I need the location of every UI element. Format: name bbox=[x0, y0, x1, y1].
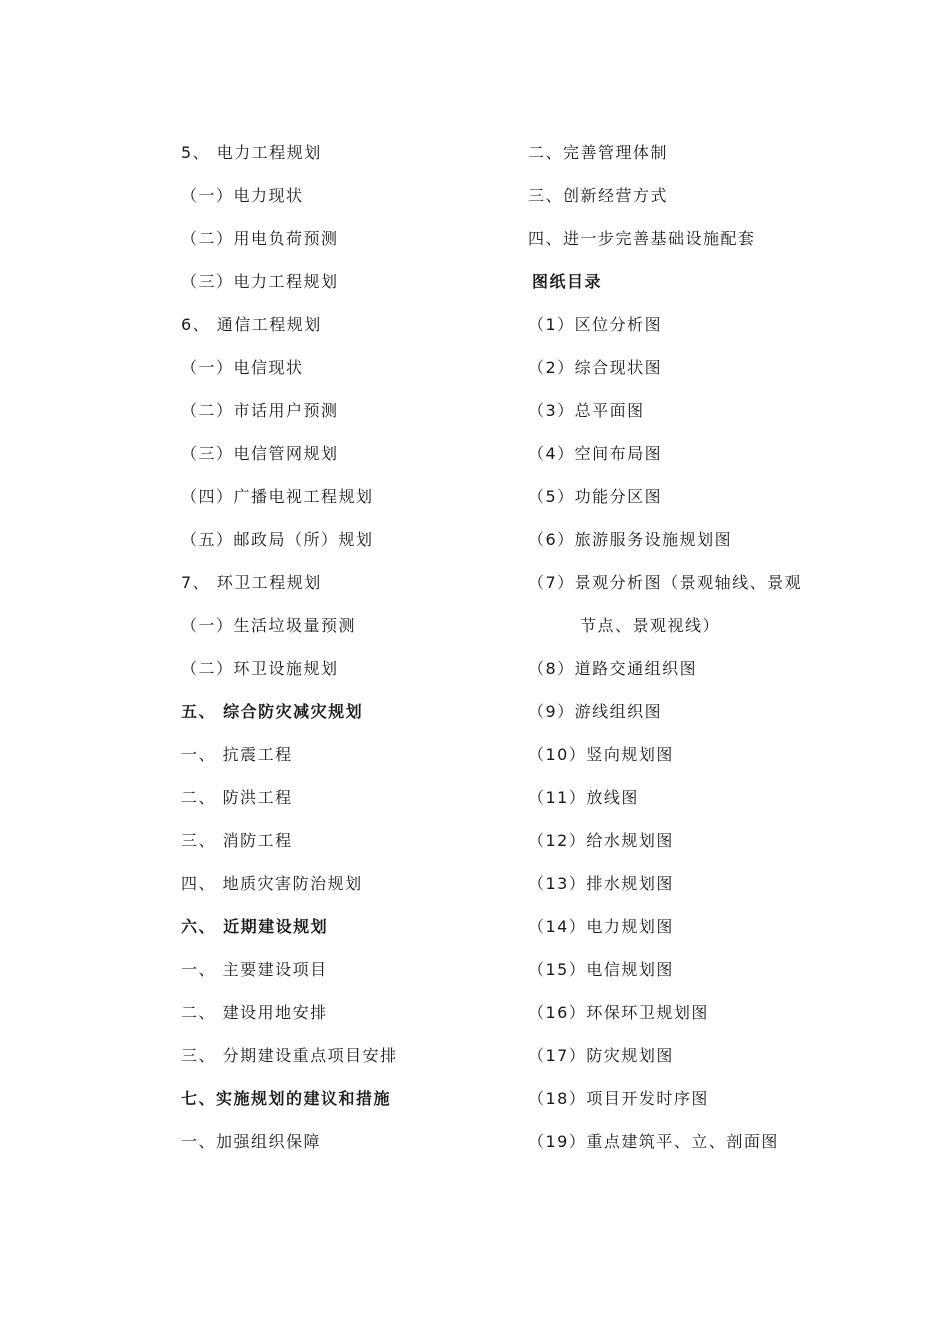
toc-entry: 一、加强组织保障 bbox=[181, 1132, 322, 1151]
toc-entry: （13）排水规划图 bbox=[528, 874, 674, 893]
right-toc-column bbox=[528, 134, 928, 1166]
toc-entry: 四、进一步完善基础设施配套 bbox=[528, 229, 756, 248]
toc-heading: 五、 综合防灾减灾规划 bbox=[181, 702, 364, 721]
toc-entry: （9）游线组织图 bbox=[528, 702, 663, 721]
toc-entry: 二、完善管理体制 bbox=[528, 143, 669, 162]
toc-entry: 一、 主要建设项目 bbox=[181, 960, 328, 979]
toc-entry: （二）环卫设施规划 bbox=[181, 659, 339, 678]
toc-heading: 七、实施规划的建议和措施 bbox=[181, 1089, 392, 1108]
toc-entry: 5、 电力工程规划 bbox=[181, 143, 322, 162]
toc-heading: 六、 近期建设规划 bbox=[181, 917, 329, 936]
toc-entry: 三、创新经营方式 bbox=[528, 186, 669, 205]
toc-entry: （1）区位分析图 bbox=[528, 315, 663, 334]
toc-entry: （10）竖向规划图 bbox=[528, 745, 674, 764]
toc-entry: （二）市话用户预测 bbox=[181, 401, 339, 420]
toc-entry: （三）电力工程规划 bbox=[181, 272, 339, 291]
toc-entry: （19）重点建筑平、立、剖面图 bbox=[528, 1132, 779, 1151]
toc-entry: （一）电力现状 bbox=[181, 186, 304, 205]
toc-entry: （8）道路交通组织图 bbox=[528, 659, 698, 678]
toc-entry: 节点、景观视线） bbox=[580, 616, 721, 635]
toc-entry: （7）景观分析图（景观轴线、景观 bbox=[528, 573, 803, 592]
toc-heading: 图纸目录 bbox=[532, 272, 603, 291]
toc-entry: （18）项目开发时序图 bbox=[528, 1089, 709, 1108]
toc-entry: （3）总平面图 bbox=[528, 401, 645, 420]
toc-entry: 二、 防洪工程 bbox=[181, 788, 293, 807]
toc-entry: 7、 环卫工程规划 bbox=[181, 573, 322, 592]
toc-entry: （三）电信管网规划 bbox=[181, 444, 339, 463]
toc-entry: 三、 消防工程 bbox=[181, 831, 293, 850]
toc-entry: 6、 通信工程规划 bbox=[181, 315, 322, 334]
toc-entry: 一、 抗震工程 bbox=[181, 745, 293, 764]
toc-entry: （二）用电负荷预测 bbox=[181, 229, 339, 248]
toc-entry: 三、 分期建设重点项目安排 bbox=[181, 1046, 398, 1065]
toc-entry: （一）电信现状 bbox=[181, 358, 304, 377]
toc-entry: （5）功能分区图 bbox=[528, 487, 663, 506]
toc-entry: 四、 地质灾害防治规划 bbox=[181, 874, 363, 893]
toc-entry: 二、 建设用地安排 bbox=[181, 1003, 328, 1022]
toc-entry: （2）综合现状图 bbox=[528, 358, 663, 377]
toc-entry: （五）邮政局（所）规划 bbox=[181, 530, 374, 549]
left-toc-column bbox=[181, 134, 511, 1166]
toc-entry: （15）电信规划图 bbox=[528, 960, 674, 979]
toc-entry: （四）广播电视工程规划 bbox=[181, 487, 374, 506]
toc-entry: （一）生活垃圾量预测 bbox=[181, 616, 357, 635]
toc-entry: （6）旅游服务设施规划图 bbox=[528, 530, 733, 549]
toc-entry: （12）给水规划图 bbox=[528, 831, 674, 850]
toc-entry: （16）环保环卫规划图 bbox=[528, 1003, 709, 1022]
toc-entry: （4）空间布局图 bbox=[528, 444, 663, 463]
toc-entry: （11）放线图 bbox=[528, 788, 639, 807]
toc-entry: （17）防灾规划图 bbox=[528, 1046, 674, 1065]
toc-entry: （14）电力规划图 bbox=[528, 917, 674, 936]
